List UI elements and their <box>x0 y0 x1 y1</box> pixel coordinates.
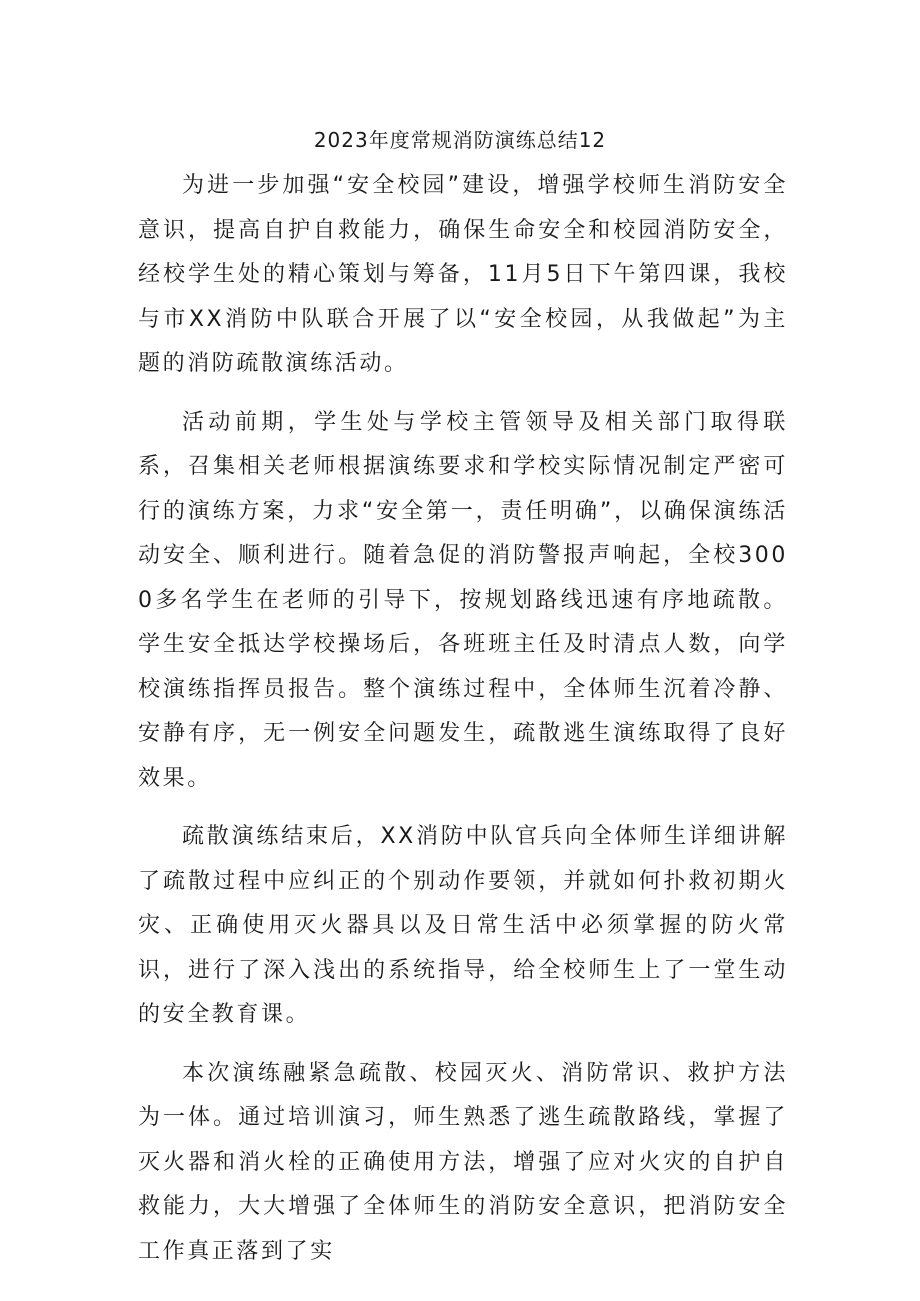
document-title: 2023年度常规消防演练总结12 <box>313 128 607 152</box>
paragraph-1: 为进一步加强“安全校园”建设，增强学校师生消防安全意识，提高自护自救能力，确保生命安全和校园消防安全，经校学生处的精心策划与筹备，11月5日下午第四课，我校与市XX消防中队联合开展了以“安全校园，从我做起”为主题的消防疏散演练活动。 <box>138 173 788 376</box>
paragraph-3: 疏散演练结束后，XX消防中队官兵向全体师生详细讲解了疏散过程中应纠正的个别动作要领，并就如何扑救初期火灾、正确使用灭火器具以及日常生活中必须掌握的防火常识，进行了深入浅出的系统指导，给全校师生上了一堂生动的安全教育课。 <box>138 824 788 1027</box>
paragraph-2: 活动前期，学生处与学校主管领导及相关部门取得联系，召集相关老师根据演练要求和学校实际情况制定严密可行的演练方案，力求“安全第一，责任明确”，以确保演练活动安全、顺利进行。随着急促的消防警报声响起，全校3000多名学生在老师的引导下，按规划路线迅速有序地疏散。学生安全抵达学校操场后，各班班主任及时清点人数，向学校演练指挥员报告。整个演练过程中，全体师生沉着冷静、安静有序，无一例安全问题发生，疏散逃生演练取得了良好效果。 <box>138 409 788 791</box>
paragraph-4: 本次演练融紧急疏散、校园灭火、消防常识、救护方法为一体。通过培训演习，师生熟悉了逃生疏散路线，掌握了灭火器和消火栓的正确使用方法，增强了应对火灾的自护自救能力，大大增强了全体师生的消防安全意识，把消防安全工作真正落到了实 <box>138 1060 788 1264</box>
document-body <box>138 164 788 1288</box>
